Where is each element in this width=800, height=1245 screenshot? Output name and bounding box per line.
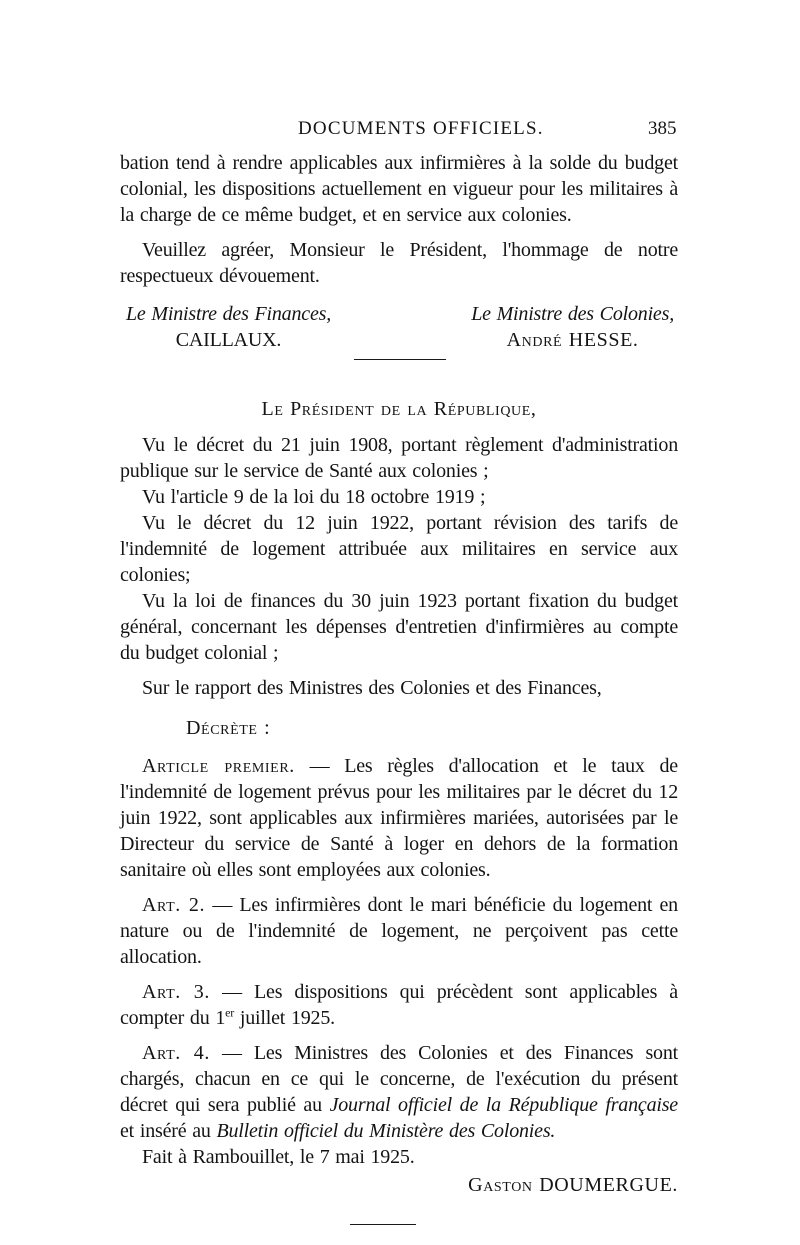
journal-officiel-title: Journal officiel de la République française	[329, 1094, 678, 1116]
signature-finances	[126, 301, 331, 353]
colonies-minister-name: André HESSE.	[506, 329, 639, 351]
article-1	[120, 753, 678, 883]
decree-authority: Le Président de la République,	[261, 398, 537, 420]
report-closing: Veuillez agréer, Monsieur le Président, l'hommage de notre respectueux dévouement.	[120, 239, 678, 287]
article-4-text-middle: et inséré au	[120, 1120, 217, 1142]
report-line: Sur le rapport des Ministres des Colonies et des Finances,	[142, 677, 602, 699]
visa-4: Vu la loi de finances du 30 juin 1923 portant fixation du budget général, concernant les dépenses d'entretien d'infirmières au compte du budget colonial ;	[120, 590, 678, 664]
article-1-text: — Les règles d'allocation et le taux de l'indemnité de logement prévus pour les militaires par le décret du 12 juin 1922, sont applicables aux infirmières mariées, autorisées par le Directeur du service de Santé à loger en dehors de la formation sanitaire où elles sont employées aux colonies.	[120, 755, 678, 881]
article-4-label: Art. 4.	[142, 1042, 210, 1064]
finances-minister-role: Le Ministre des Finances,	[126, 303, 332, 325]
visa-2: Vu l'article 9 de la loi du 18 octobre 1919 ;	[142, 486, 486, 508]
section-divider	[354, 359, 446, 360]
article-1-label: Article premier.	[142, 755, 295, 777]
article-4	[120, 1040, 678, 1144]
colonies-minister-role: Le Ministre des Colonies,	[471, 303, 674, 325]
end-divider	[350, 1224, 416, 1225]
date-line: Fait à Rambouillet, le 7 mai 1925.	[142, 1146, 415, 1168]
report-continuation: bation tend à rendre applicables aux infirmières à la solde du budget colonial, les dispositions actuellement en vigueur pour les militaires à la charge de ce même budget, et en service aux colonies.	[120, 152, 678, 226]
ordinal-suffix: er	[225, 1005, 235, 1020]
page-number: 385	[648, 118, 677, 139]
running-title: DOCUMENTS OFFICIELS.	[298, 118, 544, 139]
article-3	[120, 979, 678, 1031]
document-body	[120, 150, 678, 1225]
article-3-label: Art. 3.	[142, 981, 210, 1003]
visa-3: Vu le décret du 12 juin 1922, portant révision des tarifs de l'indemnité de logement attribuée aux militaires en service aux colonies;	[120, 512, 678, 586]
minister-signatures	[120, 301, 678, 353]
visa-1: Vu le décret du 21 juin 1908, portant règlement d'administration publique sur le service de Santé aux colonies ;	[120, 434, 678, 482]
decrees-heading: Décrète :	[186, 717, 271, 739]
finances-minister-name: CAILLAUX.	[175, 329, 282, 351]
article-2-text: — Les infirmières dont le mari bénéficie du logement en nature ou de l'indemnité de logement, ne perçoivent pas cette allocation.	[120, 894, 678, 968]
article-3-text-before: — Les dispositions qui précèdent sont applicables à compter du 1	[120, 981, 678, 1029]
president-signature: Gaston DOUMERGUE.	[468, 1174, 678, 1196]
article-4-text-before: — Les Ministres des Colonies et des Finances sont chargés, chacun en ce qui le concerne, de l'exécution du présent décret qui sera publié au	[120, 1042, 678, 1116]
signature-colonies	[471, 301, 674, 353]
article-3-text-after: juillet 1925.	[234, 1007, 335, 1029]
article-2	[120, 892, 678, 970]
page-header	[0, 118, 800, 142]
article-2-label: Art. 2.	[142, 894, 206, 916]
bulletin-officiel-title: Bulletin officiel du Ministère des Colonies.	[216, 1120, 556, 1142]
